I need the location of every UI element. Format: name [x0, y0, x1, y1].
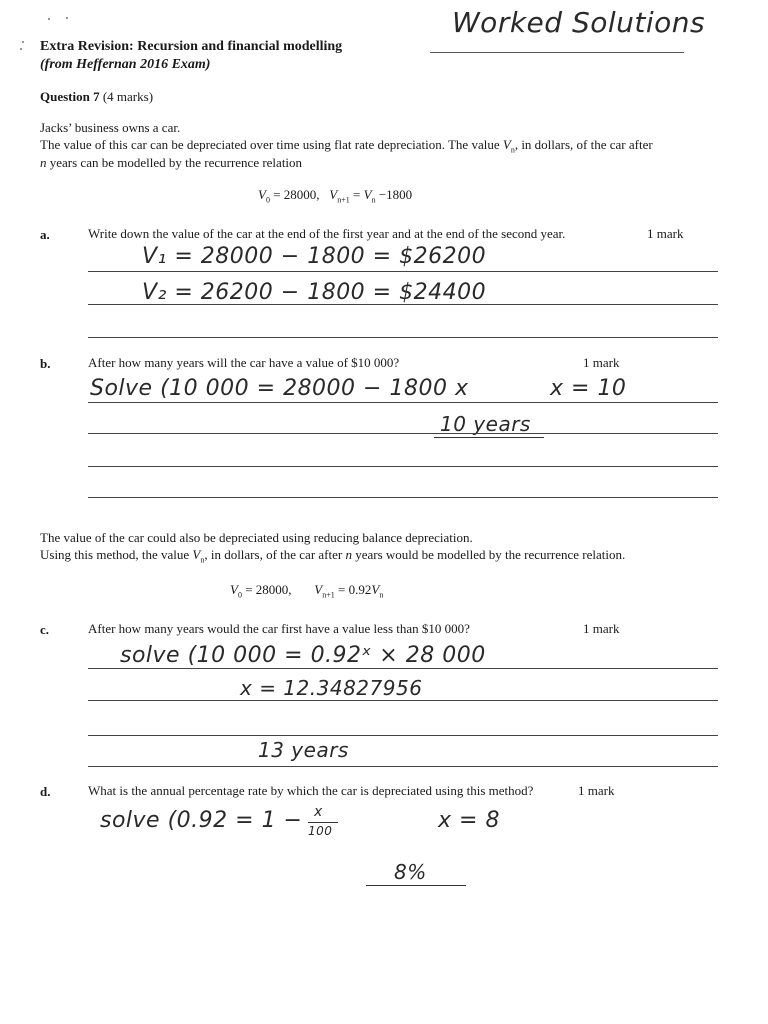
answer-line — [88, 497, 718, 498]
part-c-mark: 1 mark — [583, 621, 620, 636]
eq-val: = 28000, — [241, 582, 292, 597]
part-b-answer-1: Solve (10 000 = 28000 − 1800 x — [90, 376, 469, 401]
answer-line — [88, 466, 718, 467]
hw-underline — [366, 885, 466, 886]
middle-text: years would be modelled by the recurrence relation. — [351, 547, 626, 562]
eq-var: V — [258, 187, 266, 202]
part-c-letter: c. — [40, 622, 50, 637]
part-c-question: After how many years would the car first have a value less than $10 000? — [88, 621, 470, 636]
question-label: Question 7 — [40, 89, 100, 104]
page-subtitle: (from Heffernan 2016 Exam) — [40, 57, 211, 72]
fraction-bar — [308, 822, 338, 823]
part-c-answer-2: x = 12.34827956 — [240, 676, 423, 700]
answer-line — [88, 271, 718, 272]
part-b-mark: 1 mark — [583, 355, 620, 370]
speck — [20, 48, 22, 50]
answer-line — [88, 337, 718, 338]
part-d-answer-2: x = 8 — [438, 808, 500, 833]
middle-text: Using this method, the value — [40, 547, 190, 562]
part-a-question: Write down the value of the car at the end of the first year and at the end of the second year. — [88, 226, 566, 241]
eq-var: V — [329, 187, 338, 202]
part-d-answer-3: 8% — [394, 860, 427, 884]
middle-var: n — [345, 547, 352, 562]
hw-underline — [434, 437, 544, 438]
answer-line — [88, 766, 718, 767]
speck — [48, 18, 50, 20]
part-a-answer-2: V₂ = 26200 − 1800 = $24400 — [142, 280, 487, 305]
answer-line — [88, 700, 718, 701]
part-a-answer-1: V₁ = 28000 − 1800 = $26200 — [142, 244, 487, 269]
answer-line — [88, 433, 718, 434]
middle-text: , in dollars, of the car after — [204, 547, 343, 562]
eq-var: V — [363, 187, 372, 202]
eq-val: = 0.92 — [334, 582, 372, 597]
intro-text: The value of this car can be depreciated over time using flat rate depreciation. The value — [40, 137, 500, 152]
worked-solutions-stamp: Worked Solutions — [452, 6, 706, 39]
speck — [22, 41, 24, 43]
middle-line-1: The value of the car could also be depreciated using reducing balance depreciation. — [40, 530, 473, 545]
part-a-letter: a. — [40, 227, 50, 242]
question-marks: (4 marks) — [102, 89, 154, 104]
intro-line-3 — [40, 154, 302, 172]
question-heading — [40, 88, 153, 106]
intro-line-1: Jacks’ business owns a car. — [40, 120, 181, 135]
answer-line — [88, 735, 718, 736]
eq-val: = 28000, — [269, 187, 320, 202]
speck — [66, 17, 68, 19]
eq-sub: n+1 — [337, 195, 350, 205]
intro-text: years can be modelled by the recurrence relation — [46, 155, 303, 170]
part-b-answer-3: 10 years — [440, 412, 531, 436]
eq-val: −1800 — [375, 187, 413, 202]
part-b-answer-2: x = 10 — [550, 376, 627, 401]
part-b-letter: b. — [40, 356, 51, 371]
answer-line — [88, 668, 718, 669]
part-d-question: What is the annual percentage rate by which the car is depreciated using this method? — [88, 783, 534, 798]
part-c-answer-1: solve (10 000 = 0.92ˣ × 28 000 — [120, 643, 486, 668]
answer-line — [88, 304, 718, 305]
intro-var: n — [40, 155, 47, 170]
recurrence-relation-flat — [258, 187, 412, 205]
intro-line-2: The value of this car can be depreciated over time using flat rate depreciation. The value $V_n$, in dollars, of the car after — [40, 137, 653, 155]
part-c-answer-3: 13 years — [258, 738, 349, 762]
eq-sub: n — [371, 195, 376, 205]
eq-sign: = — [349, 187, 364, 202]
part-d-fraction-denominator: 100 — [308, 824, 333, 838]
recurrence-relation-reducing: $V_0 = 28000$, $V_{n+1} = 0.92V_n$ — [230, 582, 384, 600]
part-a-mark: 1 mark — [647, 226, 684, 241]
answer-line — [88, 402, 718, 403]
eq-sub: 0 — [265, 195, 270, 205]
part-d-letter: d. — [40, 784, 51, 799]
part-d-fraction-numerator: x — [314, 804, 323, 820]
stamp-underline — [430, 52, 684, 53]
part-d-answer-1: solve (0.92 = 1 − — [100, 808, 303, 833]
middle-line-2: Using this method, the value $V_n$, in dollars, of the car after n years would be modelled by the recurrence relation. — [40, 547, 626, 565]
part-d-mark: 1 mark — [578, 783, 615, 798]
part-b-question: After how many years will the car have a value of $10 000? — [88, 355, 400, 370]
intro-text: , in dollars, of the car after — [514, 137, 653, 152]
page-title: Extra Revision: Recursion and financial modelling — [40, 39, 343, 54]
